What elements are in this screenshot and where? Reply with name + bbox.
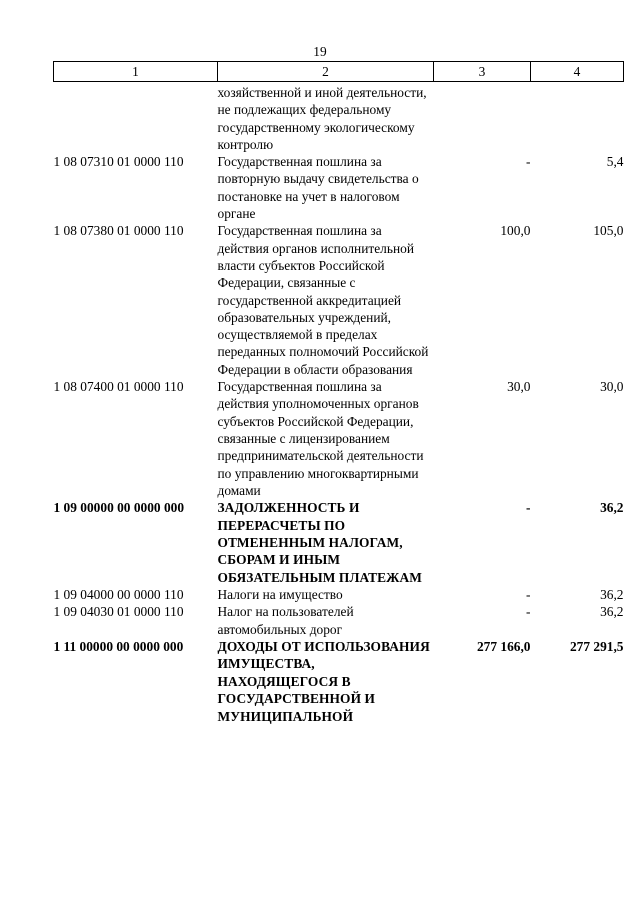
row-value-col4: 105,0 — [593, 223, 624, 239]
table-row — [54, 153, 624, 222]
row-value-col3: 277 166,0 — [476, 639, 531, 655]
table-row — [54, 586, 624, 603]
column-header-2: 2 — [218, 62, 434, 82]
row-name: Государственная пошлина за действия органов исполнительной власти субъектов Российской Федерации, связанные с государственной аккредитацией образовательных учреждений, осуществляемой в пределах переданных полномочий Российской Федерации в области образования — [217, 223, 429, 377]
row-value-col4: 277 291,5 — [569, 639, 624, 655]
table-row-section — [54, 499, 624, 586]
row-code: 1 08 07310 01 0000 110 — [53, 154, 184, 170]
row-value-col3 — [434, 82, 531, 154]
row-value-col3: - — [526, 500, 531, 516]
row-code: 1 09 04030 01 0000 110 — [53, 604, 184, 620]
row-value-col4 — [531, 82, 624, 154]
row-value-col4: 36,2 — [600, 604, 624, 620]
row-code: 1 09 00000 00 0000 000 — [53, 500, 185, 516]
column-header-4: 4 — [531, 62, 624, 82]
row-value-col3: - — [526, 587, 531, 603]
table-header-row — [54, 62, 624, 82]
row-value-col4: 36,2 — [600, 500, 624, 516]
column-header-1: 1 — [54, 62, 218, 82]
row-value-col4: 30,0 — [600, 379, 624, 395]
row-name: ДОХОДЫ ОТ ИСПОЛЬЗОВАНИЯ ИМУЩЕСТВА, НАХОДЯЩЕГОСЯ В ГОСУДАРСТВЕННОЙ И МУНИЦИПАЛЬНОЙ — [217, 639, 430, 724]
row-code — [54, 82, 218, 154]
row-value-col3: 30,0 — [507, 379, 531, 395]
row-name: хозяйственной и иной деятельности, не подлежащих федеральному государственному экологическому контролю — [217, 85, 427, 152]
row-name: Налог на пользователей автомобильных дорог — [217, 604, 354, 637]
table-row — [54, 603, 624, 638]
row-code: 1 11 00000 00 0000 000 — [53, 639, 184, 655]
row-value-col3: - — [526, 154, 531, 170]
row-code: 1 09 04000 00 0000 110 — [53, 587, 184, 603]
row-value-col4: 5,4 — [606, 154, 624, 170]
page-number: 19 — [313, 44, 327, 59]
row-code: 1 08 07380 01 0000 110 — [53, 223, 184, 239]
budget-revenue-table — [53, 61, 624, 725]
table-row-section — [54, 638, 624, 725]
row-value-col3: - — [526, 604, 531, 620]
row-value-col4: 36,2 — [600, 587, 624, 603]
row-name: Налоги на имущество — [217, 587, 343, 603]
row-code: 1 08 07400 01 0000 110 — [53, 379, 184, 395]
row-name: Государственная пошлина за действия уполномоченных органов субъектов Российской Федерации, связанные с лицензированием предпринимательской деятельности по управлению многоквартирными домами — [217, 379, 424, 498]
table-row — [54, 222, 624, 378]
row-value-col3: 100,0 — [500, 223, 531, 239]
table-row — [54, 378, 624, 499]
column-header-3: 3 — [434, 62, 531, 82]
row-name: Государственная пошлина за повторную выдачу свидетельства о постановке на учет в налоговом органе — [217, 154, 419, 222]
table-row — [54, 82, 624, 154]
row-name: ЗАДОЛЖЕННОСТЬ И ПЕРЕРАСЧЕТЫ ПО ОТМЕНЕННЫМ НАЛОГАМ, СБОРАМ И ИНЫМ ОБЯЗАТЕЛЬНЫМ ПЛАТЕЖАМ — [217, 500, 423, 585]
